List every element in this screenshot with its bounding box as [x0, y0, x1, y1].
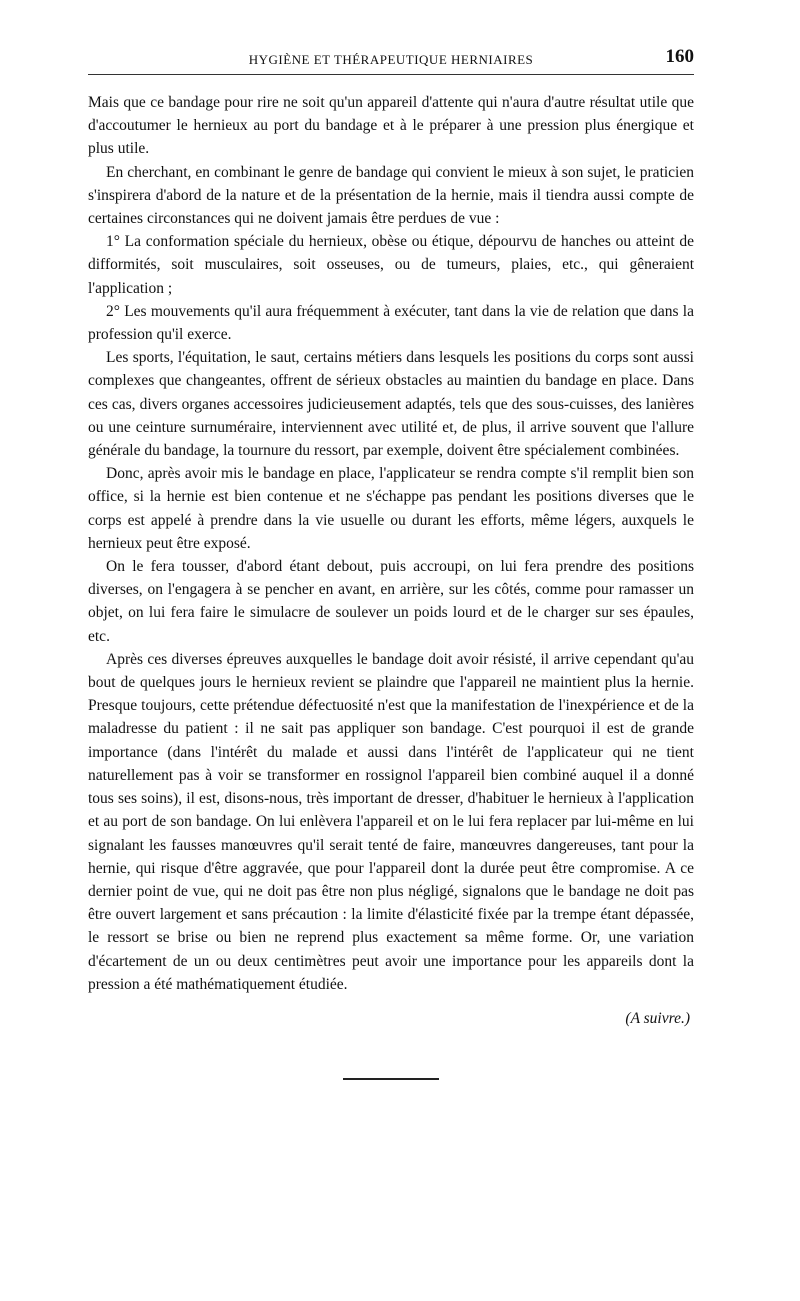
paragraph: En cherchant, en combinant le genre de bandage qui convient le mieux à son sujet, le praticien s'inspirera d'abord de la nature et de la présentation de la hernie, mais il tiendra aussi compte de certaines circonstances qui ne doivent jamais être perdues de vue :: [88, 163, 694, 228]
document-page: [88, 44, 694, 1080]
paragraph: 2° Les mouvements qu'il aura fréquemment à exécuter, tant dans la vie de relation que dans la profession qu'il exerce.: [88, 302, 694, 344]
to-be-continued-note: (A suivre.): [625, 1009, 690, 1027]
paragraph: 1° La conformation spéciale du hernieux, obèse ou étique, dépourvu de hanches ou atteint de difformités, soit musculaires, soit osseuses, ou de tumeurs, plaies, etc., qui gêneraient l'application ;: [88, 233, 694, 297]
body-text: [88, 91, 694, 996]
paragraph: Les sports, l'équitation, le saut, certains métiers dans lesquels les positions du corps sont aussi complexes que changeantes, offrent de sérieux obstacles au maintien du bandage en place. Dans ces cas, divers organes accessoires judicieusement adaptés, tels que des sous-cuisses, des lanières ou une ceinture surnuméraire, interviennent avec utilité et, de plus, il arrive souvent que l'allure générale du bandage, la tournure du ressort, par exemple, doivent être spécialement combinées.: [88, 349, 694, 460]
paragraph: Donc, après avoir mis le bandage en place, l'applicateur se rendra compte s'il remplit bien son office, si la hernie est bien contenue et ne s'échappe pas pendant les positions diverses que le corps est appelé à prendre dans la vie usuelle ou durant les efforts, même légers, auxquels le hernieux peut être exposé.: [88, 465, 694, 552]
paragraph: Après ces diverses épreuves auxquelles le bandage doit avoir résisté, il arrive cependant qu'au bout de quelques jours le hernieux revient se plaindre que l'appareil ne maintient plus la hernie. Presque toujours, cette prétendue défectuosité n'est que la manifestation de l'inexpérience et de la maladresse du patient : il ne sait pas appliquer son bandage. C'est pourquoi il est de grande importance (dans l'intérêt du malade et aussi dans l'intérêt de l'applicateur qui ne tient naturellement pas à voir se transformer en rossignol l'appareil bien combiné auquel il a donné tous ses soins), il est, disons-nous, très important de dresser, d'habituer le hernieux à l'application et au port de son bandage. On lui enlèvera l'appareil et on le lui fera replacer par lui-même en lui signalant les fausses manœuvres qu'il serait tenté de faire, manœuvres dangereuses, tant pour la hernie, qui risque d'être aggravée, que pour l'appareil dont la durée peut être compromise. A ce dernier point de vue, qui ne doit pas être non plus négligé, signalons que le bandage ne doit pas être ouvert largement et sans précaution : la limite d'élasticité fixée par la trempe étant dépassée, le ressort se brise ou bien ne reprend plus exactement sa même forme. Or, une variation d'écartement de un ou deux centimètres peut avoir une importance pour les appareils dont la pression a été mathématiquement étudiée.: [88, 650, 694, 993]
paragraph: Mais que ce bandage pour rire ne soit qu'un appareil d'attente qui n'aura d'autre résultat utile que d'accoutumer le hernieux au port du bandage et à le préparer à une pression plus énergique et plus utile.: [88, 94, 694, 158]
page-header: [88, 44, 694, 75]
end-rule: [343, 1078, 439, 1080]
page-number: 160: [665, 46, 694, 67]
paragraph: On le fera tousser, d'abord étant debout, puis accroupi, on lui fera prendre des positions diverses, on l'engagera à se pencher en avant, en arrière, sur les côtés, comme pour ramasser un objet, on lui fera faire le simulacre de soulever un poids lourd et de le charger sur ses épaules, etc.: [88, 558, 694, 645]
running-head: HYGIÈNE ET THÉRAPEUTIQUE HERNIAIRES: [248, 52, 534, 67]
